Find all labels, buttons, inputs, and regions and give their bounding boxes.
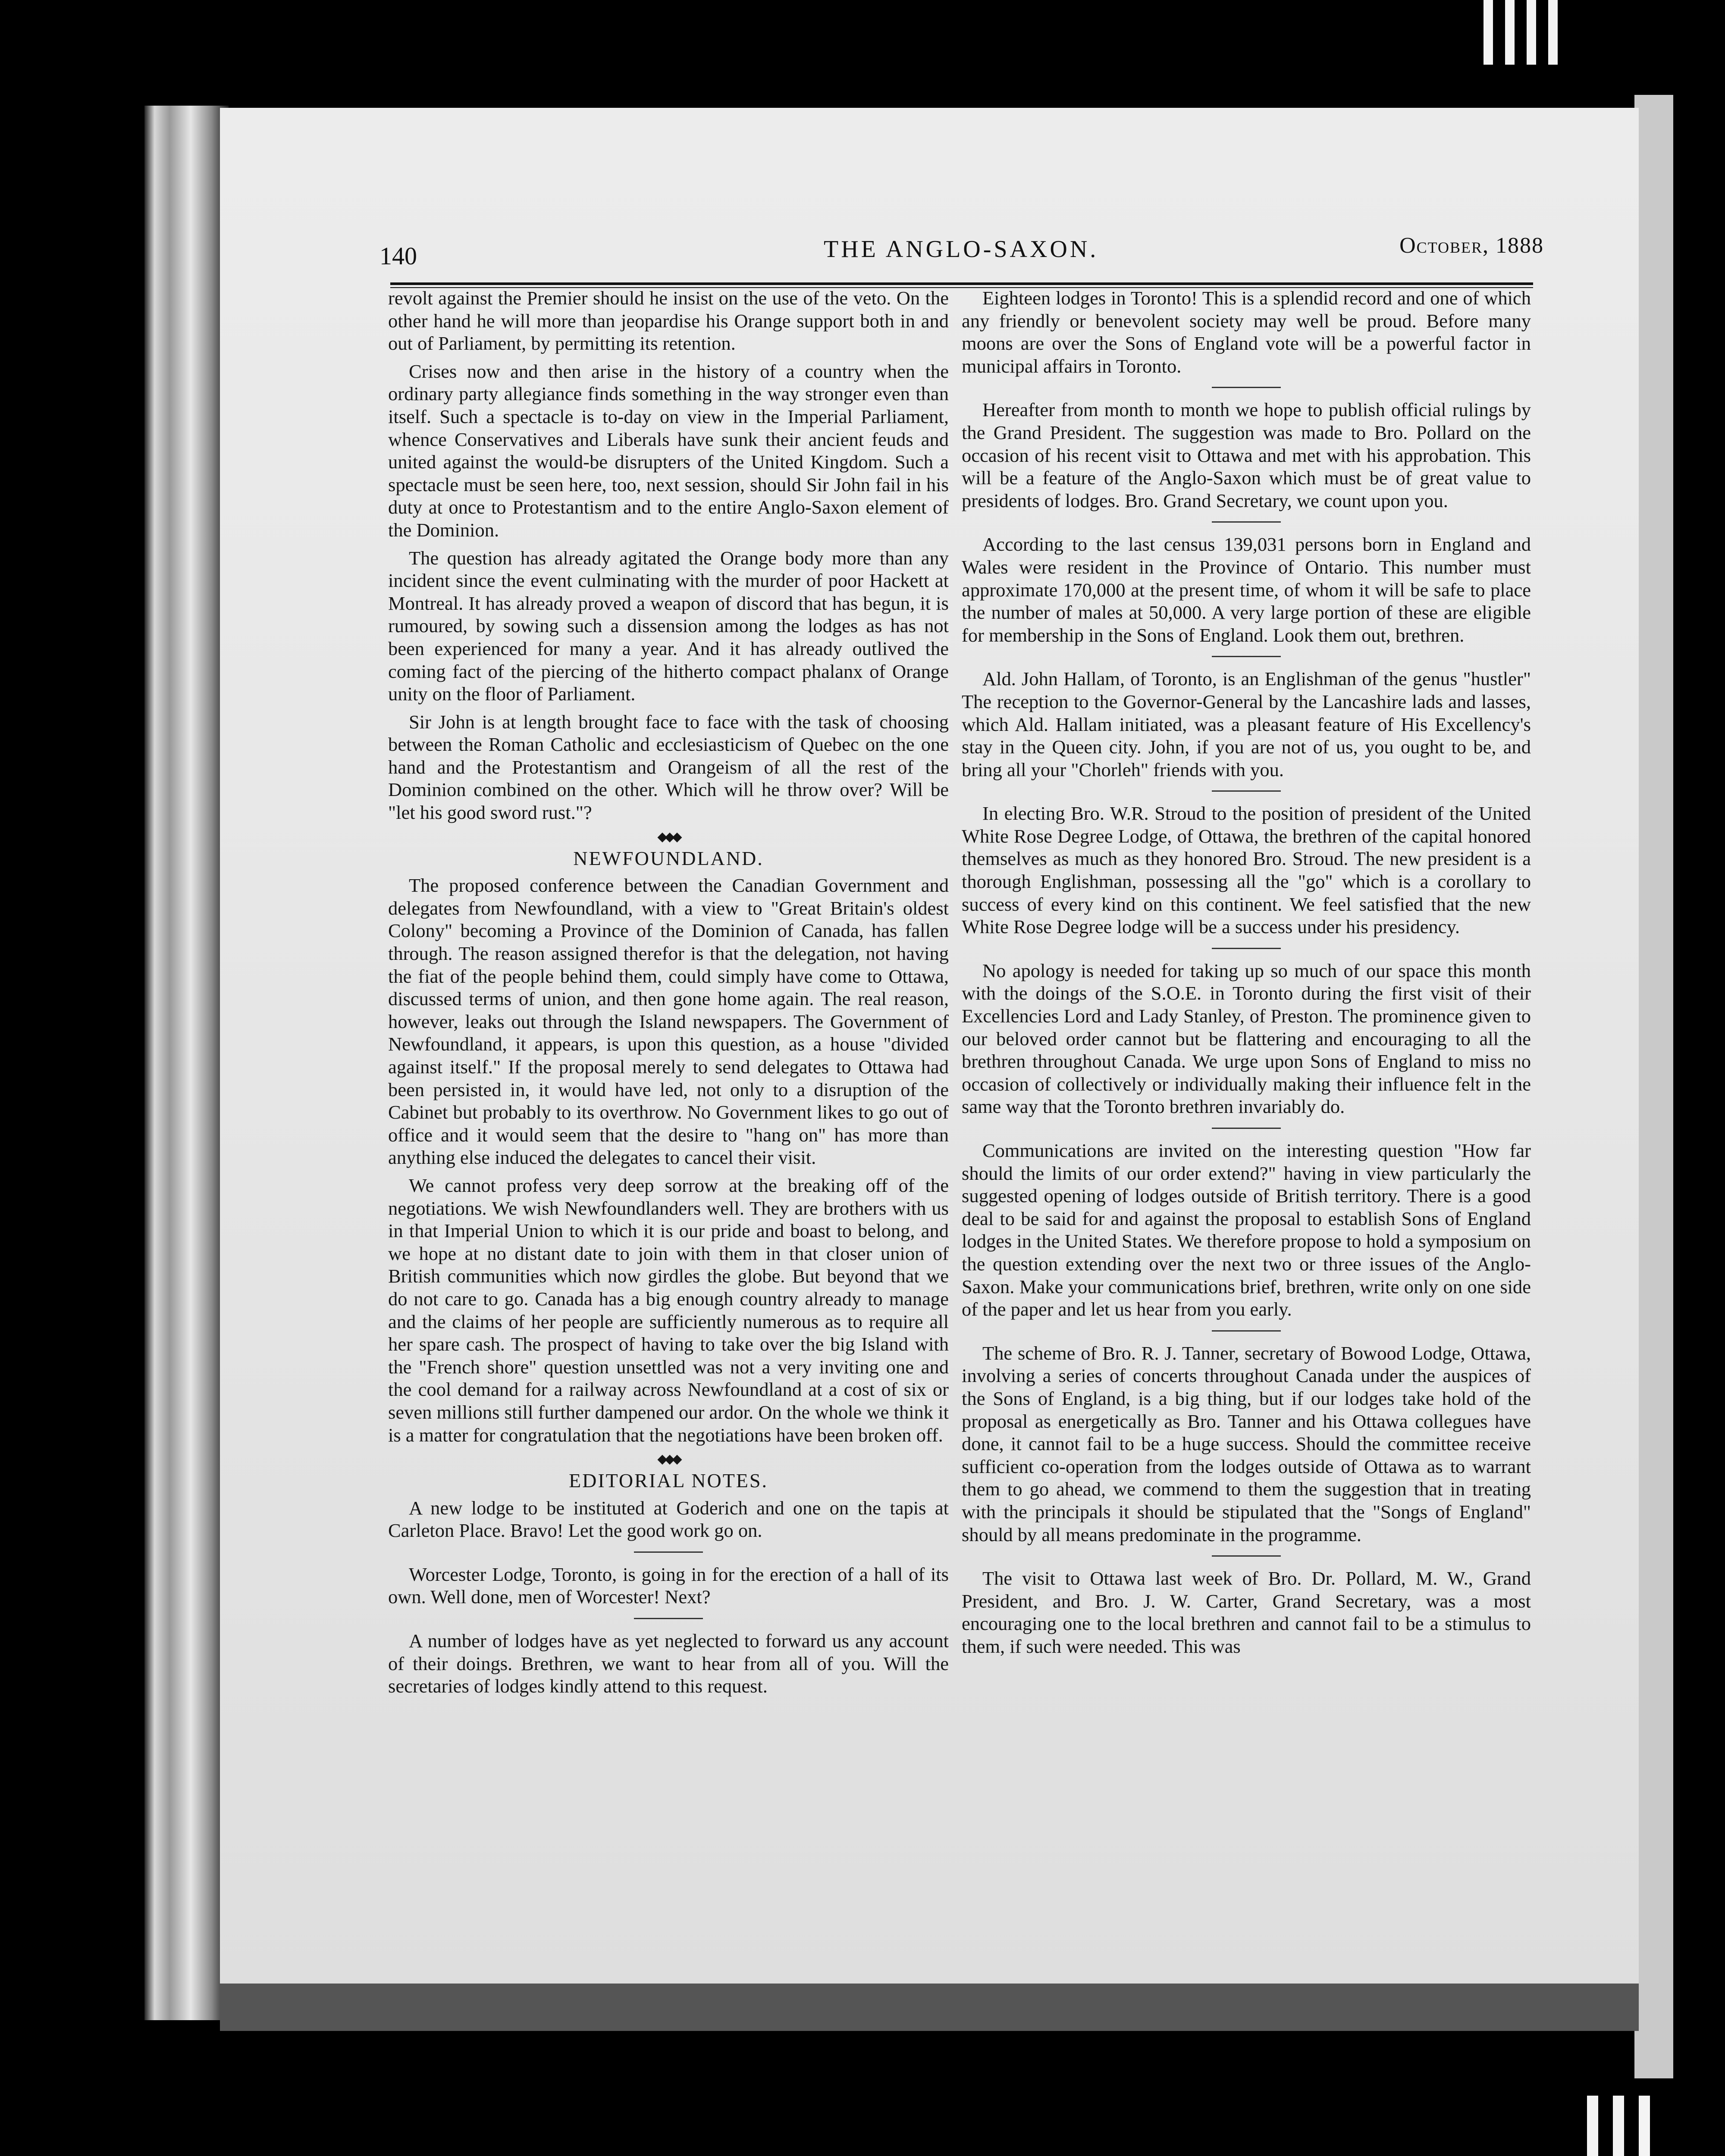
film-edge-mark (1639, 2096, 1650, 2156)
film-edge-mark (1484, 0, 1493, 65)
note-separator (1212, 1330, 1281, 1332)
paragraph: We cannot profess very deep sorrow at the breaking off of the negotiations. We wish Newfoundlanders well. They are brothers with us in that Imperial Union to which it is our pride and boast to belong, and we hope at no distant date to join with them in that closer union of British communities which now girdles the globe. But beyond that we do not care to go. Canada has a big enough country already to manage and the claims of her people are sufficiently numerous as to require all her spare cash. The prospect of having to take over the big Island with the "French shore" question unsettled was not a very inviting one and the cool demand for a railway across Newfoundland at a cost of six or seven millions still further dampened our ardor. On the whole we think it is a matter for congratulation that the negotiations have been broken off. (388, 1174, 949, 1446)
paragraph: Eighteen lodges in Toronto! This is a splendid record and one of which any friendly or benevolent society may well be proud. Before many moons are over the Sons of England vote will be a powerful factor in municipal affairs in Toronto. (962, 287, 1531, 377)
note-separator (1212, 948, 1281, 949)
facing-page-edge (1634, 95, 1673, 2078)
note-separator (1212, 656, 1281, 657)
film-edge-mark (1587, 2096, 1598, 2156)
film-edge-mark (1505, 0, 1515, 65)
paragraph: Ald. John Hallam, of Toronto, is an Englishman of the genus "hustler" The reception to the Governor-General by the Lancashire lads and lasses, which Ald. Hallam initiated, was a pleasant feature of His Excellency's stay in the Queen city. John, if you are not of us, you ought to be, and bring all your "Chorleh" friends with you. (962, 668, 1531, 780)
section-heading: EDITORIAL NOTES. (569, 1470, 768, 1492)
paragraph: Communications are invited on the interesting question "How far should the limits of our order extend?" having in view particularly the suggested opening of lodges outside of British territory. There is a good deal to be said for and against the proposal to establish Sons of England lodges in the United States. We therefore propose to hold a symposium on the question extending over the next two or three issues of the Anglo-Saxon. Make your communications brief, brethren, write only on one side of the paper and let us hear from you early. (962, 1140, 1531, 1320)
header-rule (390, 282, 1533, 285)
ornament-divider: ◆◆◆ (657, 1452, 680, 1467)
film-edge-mark (1548, 0, 1558, 65)
note-separator (1212, 1555, 1281, 1557)
film-edge-mark (1613, 2096, 1624, 2156)
paragraph: revolt against the Premier should he insist on the use of the veto. On the other hand he will more than jeopardise his Orange support both in and out of Parliament, by permitting its retention. (388, 287, 949, 354)
right-column (962, 287, 1531, 1663)
paragraph: The visit to Ottawa last week of Bro. Dr. Pollard, M. W., Grand President, and Bro. J. W. Carter, Grand Secretary, was a most encouraging one to the local brethren and cannot fail to be a stimulus to them, if such were needed. This was (962, 1567, 1531, 1657)
note-separator (1212, 790, 1281, 792)
page-shadow (220, 1984, 1639, 2031)
note-separator (1212, 521, 1281, 523)
paragraph: The scheme of Bro. R. J. Tanner, secretary of Bowood Lodge, Ottawa, involving a series of concerts throughout Canada under the auspices of the Sons of England, is a big thing, but if our lodges take hold of the proposal as energetically as Bro. Tanner and his Ottawa collegues have done, it cannot fail to be a huge success. Should the committee receive sufficient co-operation from the lodges outside of Ottawa as to warrant them to go ahead, we commend to them the suggestion that in treating with the principals it should be stipulated that the "Songs of England" should by all means predominate in the programme. (962, 1342, 1531, 1545)
paragraph: No apology is needed for taking up so much of our space this month with the doings of the S.O.E. in Toronto during the first visit of their Excellencies Lord and Lady Stanley, of Preston. The prominence given to our beloved order cannot but be flattering and encouraging to all the brethren throughout Canada. We urge upon Sons of England to miss no occasion of collectively or individually making their influence felt in the same way that the Toronto brethren invariably do. (962, 959, 1531, 1118)
paragraph: In electing Bro. W.R. Stroud to the position of president of the United White Rose Degree Lodge, of Ottawa, the brethren of the capital honored themselves as much as they honored Bro. Stroud. The new president is a thorough Englishman, possessing all the "go" which is a corollary to success of every kind on this continent. We feel satisfied that the new White Rose Degree lodge will be a success under his presidency. (962, 802, 1531, 938)
paragraph: According to the last census 139,031 persons born in England and Wales were resident in the Province of Ontario. This number must approximate 170,000 at the present time, of whom it will be safe to place the number of males at 50,000. A very large portion of these are eligible for membership in the Sons of England. Look them out, brethren. (962, 533, 1531, 646)
paragraph: Crises now and then arise in the history of a country when the ordinary party allegiance finds something in the way stronger even than itself. Such a spectacle is to-day on view in the Imperial Parliament, whence Conservatives and Liberals have sunk their ancient feuds and united against the would-be disrupters of the United Kingdom. Such a spectacle must be seen here, too, next session, should Sir John fail in his duty at once to Protestantism and to the entire Anglo-Saxon element of the Dominion. (388, 360, 949, 541)
publication-title: THE ANGLO-SAXON. (824, 236, 1099, 263)
paragraph: The proposed conference between the Canadian Government and delegates from Newfoundland, with a view to "Great Britain's oldest Colony" becoming a Province of the Dominion of Canada, has fallen through. The reason assigned therefor is that the delegation, not having the fiat of the people behind them, could simply have come to Ottawa, discussed terms of union, and then gone home again. The real reason, however, leaks out through the Island newspapers. The Government of Newfoundland, it appears, is upon this question, as a house "divided against itself." If the proposal merely to send delegates to Ottawa had been persisted in, it would have led, not only to a disruption of the Cabinet but probably to its overthrow. No Government likes to go out of office and it would seem that the desire to "hang on" has more than anything else induced the delegates to cancel their visit. (388, 874, 949, 1169)
paragraph: Sir John is at length brought face to face with the task of choosing between the Roman Catholic and ecclesiasticism of Quebec on the one hand and the Protestantism and Orangeism of all the rest of the Dominion combined on the other. Which will he throw over? Will be "let his good sword rust."? (388, 711, 949, 824)
paragraph: A new lodge to be instituted at Goderich and one on the tapis at Carleton Place. Bravo! Let the good work go on. (388, 1497, 949, 1542)
film-edge-mark (1527, 0, 1536, 65)
page-number: 140 (380, 242, 417, 270)
note-separator (634, 1551, 703, 1553)
paragraph: A number of lodges have as yet neglected to forward us any account of their doings. Brethren, we want to hear from all of you. Will the secretaries of lodges kindly attend to this request. (388, 1630, 949, 1697)
note-separator (1212, 1128, 1281, 1129)
section-heading: NEWFOUNDLAND. (573, 847, 764, 869)
issue-date: October, 1888 (1399, 233, 1544, 258)
ornament-divider: ◆◆◆ (657, 829, 680, 844)
paragraph: Worcester Lodge, Toronto, is going in for the erection of a hall of its own. Well done, men of Worcester! Next? (388, 1563, 949, 1608)
note-separator (1212, 387, 1281, 388)
page-header (380, 233, 1544, 272)
paragraph: Hereafter from month to month we hope to publish official rulings by the Grand President. The suggestion was made to Bro. Pollard on the occasion of his recent visit to Ottawa and met with his approbation. This will be a feature of the Anglo-Saxon which must be of great value to presidents of lodges. Bro. Grand Secretary, we count upon you. (962, 399, 1531, 511)
note-separator (634, 1618, 703, 1619)
left-column (388, 287, 949, 1703)
book-spine (144, 106, 229, 2020)
paragraph: The question has already agitated the Orange body more than any incident since the event culminating with the murder of poor Hackett at Montreal. It has already proved a weapon of discord that has begun, it is rumoured, by sowing such a dissension among the lodges as has not been experienced for many a year. And it has already outlived the coming fact of the piercing of the hitherto compact phalanx of Orange unity on the floor of Parliament. (388, 547, 949, 705)
